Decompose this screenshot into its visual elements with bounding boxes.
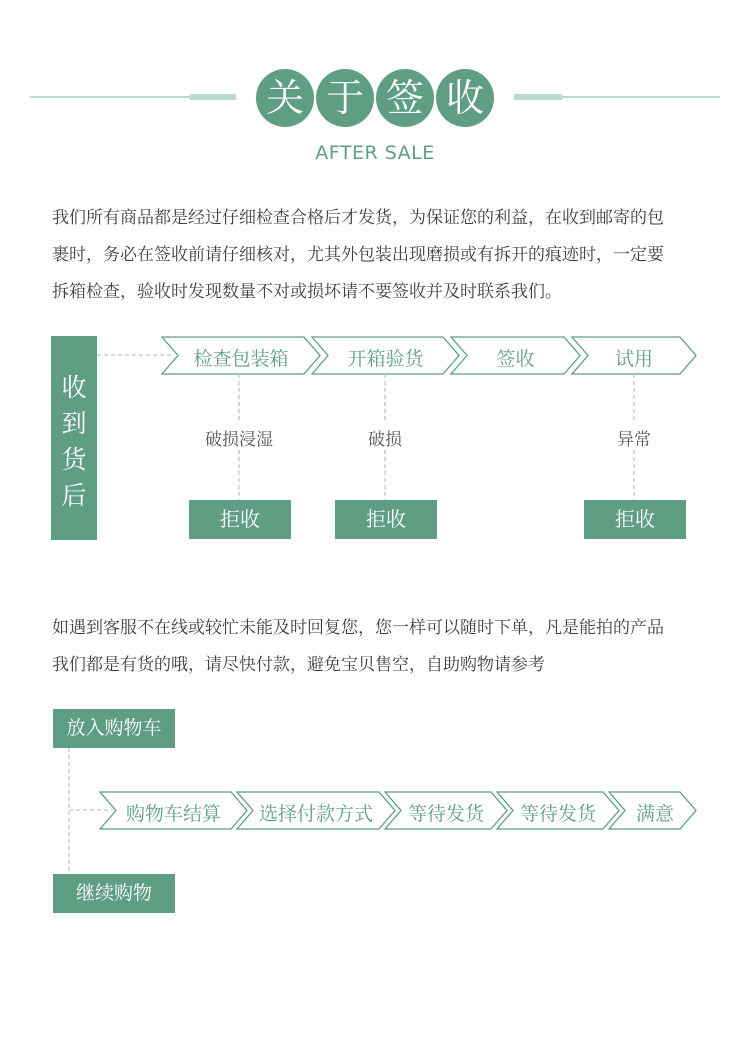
- service-line-2: 我们都是有货的哦，请尽快付款，避免宝贝售空，自助购物请参考: [52, 655, 545, 675]
- step-payment-method: 选择付款方式: [258, 803, 373, 825]
- after-receipt-panel: [51, 336, 97, 540]
- reject-button-3: 拒收: [584, 500, 686, 539]
- step-checkout: 购物车结算: [125, 803, 221, 825]
- step-sign: 签收: [496, 348, 535, 370]
- intro-line-3: 拆箱检查，验收时发现数量不对或损坏请不要签收并及时联系我们。: [52, 282, 562, 302]
- continue-shopping-box: 继续购物: [53, 874, 175, 913]
- title-char-3: 签: [376, 69, 434, 127]
- add-to-cart-box: 放入购物车: [53, 709, 175, 748]
- condition-damaged-wet: 破损浸湿: [205, 430, 273, 450]
- condition-damaged: 破损: [368, 430, 402, 450]
- step-await-shipping-1: 等待发货: [407, 803, 484, 825]
- intro-line-2: 裹时，务必在签收前请仔细核对，尤其外包装出现磨损或有拆开的痕迹时，一定要: [52, 245, 664, 265]
- title-char-4: 收: [436, 69, 494, 127]
- reject-button-1: 拒收: [189, 500, 291, 539]
- intro-line-1: 我们所有商品都是经过仔细检查合格后才发货，为保证您的利益，在收到邮寄的包: [52, 208, 664, 228]
- panel-char-1: 收: [61, 373, 87, 402]
- step-satisfied: 满意: [635, 803, 674, 825]
- step-check-package: 检查包装箱: [193, 348, 289, 370]
- condition-abnormal: 异常: [617, 430, 651, 450]
- service-line-1: 如遇到客服不在线或较忙未能及时回复您，您一样可以随时下单，凡是能拍的产品: [52, 618, 664, 638]
- title-char-1: 关: [256, 69, 314, 127]
- page-subtitle: AFTER SALE: [315, 142, 435, 164]
- step-trial: 试用: [614, 348, 653, 370]
- panel-char-2: 到: [61, 409, 87, 438]
- panel-char-4: 后: [61, 481, 87, 510]
- service-paragraph: [52, 610, 712, 684]
- panel-char-3: 货: [61, 445, 87, 474]
- step-open-inspect: 开箱验货: [347, 348, 424, 370]
- reject-button-2: 拒收: [335, 500, 437, 539]
- title-char-2: 于: [316, 69, 374, 127]
- step-await-shipping-2: 等待发货: [519, 803, 596, 825]
